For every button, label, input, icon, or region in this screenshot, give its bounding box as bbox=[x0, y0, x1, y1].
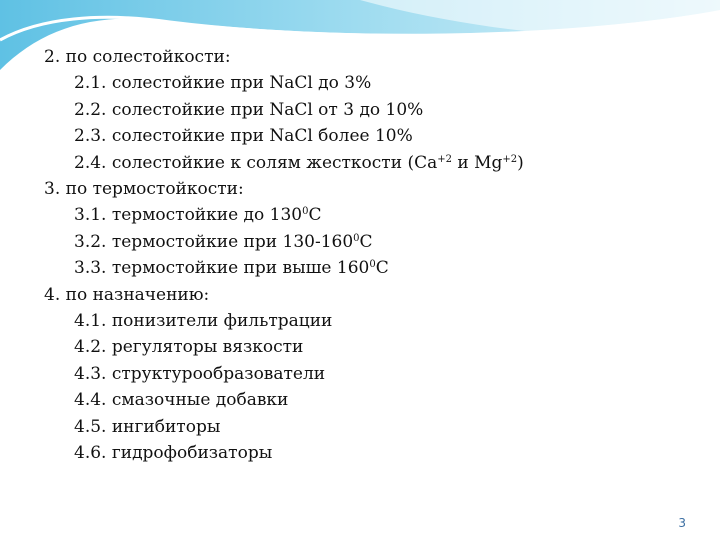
item-text: 2.2. солестойкие при NaCl от 3 до 10% bbox=[74, 99, 424, 120]
item-text: 2.4. солестойкие к солям жесткости (Ca bbox=[74, 152, 438, 173]
item-text: C bbox=[308, 205, 322, 226]
list-item bbox=[44, 361, 704, 387]
section-heading bbox=[44, 176, 704, 202]
list-item bbox=[44, 308, 704, 334]
superscript-text: +2 bbox=[502, 153, 518, 165]
superscript-text: 0 bbox=[369, 259, 376, 271]
item-text: C bbox=[375, 258, 389, 279]
item-text: 3.2. термостойкие при 130-160 bbox=[74, 231, 354, 252]
list-item bbox=[44, 387, 704, 413]
item-text: 3. по термостойкости: bbox=[44, 179, 244, 200]
item-text: 4. по назначению: bbox=[44, 284, 210, 305]
section-heading bbox=[44, 44, 704, 70]
list-item bbox=[44, 97, 704, 123]
list-item bbox=[44, 150, 704, 176]
list-item bbox=[44, 123, 704, 149]
item-text: 3.1. термостойкие до 130 bbox=[74, 205, 303, 226]
section-heading bbox=[44, 282, 704, 308]
item-text: 3.3. термостойкие при выше 160 bbox=[74, 258, 370, 279]
slide-body-list bbox=[44, 44, 704, 467]
list-item bbox=[44, 255, 704, 281]
superscript-text: 0 bbox=[302, 206, 309, 218]
item-text: 4.1. понизители фильтрации bbox=[74, 311, 333, 332]
list-item bbox=[44, 202, 704, 228]
item-text: 2.3. солестойкие при NaCl более 10% bbox=[74, 126, 413, 147]
item-text: 4.2. регуляторы вязкости bbox=[74, 337, 304, 358]
item-text: и Mg bbox=[451, 152, 503, 173]
item-text: 4.4. смазочные добавки bbox=[74, 390, 289, 411]
item-text: 2.1. солестойкие при NaCl до 3% bbox=[74, 73, 372, 94]
item-text: 4.5. ингибиторы bbox=[74, 416, 221, 437]
superscript-text: +2 bbox=[437, 153, 452, 165]
page-number: 3 bbox=[678, 516, 686, 530]
list-item bbox=[44, 70, 704, 96]
superscript-text: 0 bbox=[353, 232, 360, 244]
item-text: ) bbox=[517, 152, 524, 173]
list-item bbox=[44, 414, 704, 440]
list-item bbox=[44, 229, 704, 255]
item-text: 2. по солестойкости: bbox=[44, 47, 231, 67]
item-text: 4.6. гидрофобизаторы bbox=[74, 443, 273, 464]
item-text: C bbox=[359, 231, 373, 252]
item-text: 4.3. структурообразователи bbox=[74, 363, 326, 384]
list-item bbox=[44, 440, 704, 466]
list-item bbox=[44, 334, 704, 360]
